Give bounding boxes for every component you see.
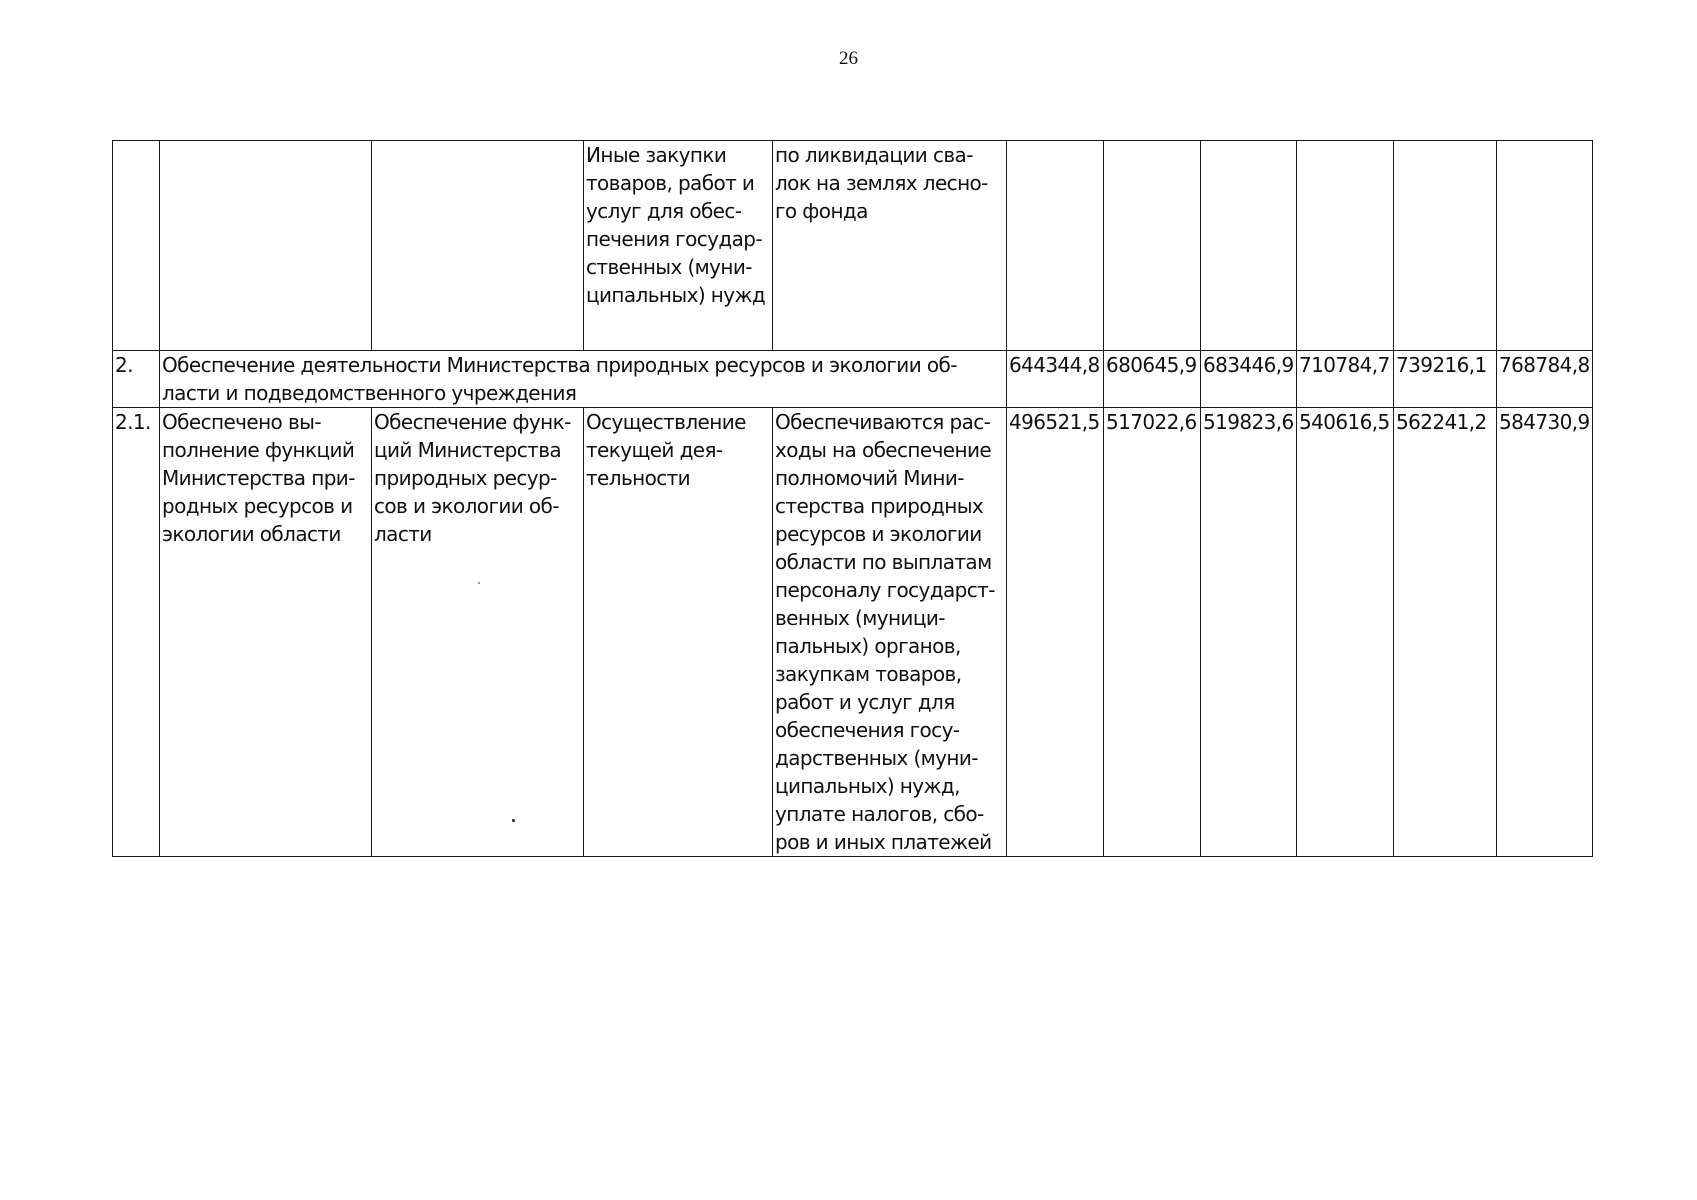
table-row (113, 141, 1593, 351)
value-cell: 710784,7 (1297, 351, 1394, 408)
value-cell: 584730,9 (1497, 408, 1593, 857)
goal-cell: Обеспечено вы- полнение функций Министерства при- родных ресурсов и экологии области (160, 408, 372, 857)
value-cell (1394, 141, 1497, 351)
row-number-cell (113, 141, 160, 351)
task-cell: Обеспечение функ- ций Министерства природных ресур- сов и экологии об- ласти (372, 408, 584, 857)
value-cell: 517022,6 (1104, 408, 1201, 857)
task-cell (372, 141, 584, 351)
table-row (113, 408, 1593, 857)
value-cell: 519823,6 (1201, 408, 1297, 857)
value-cell (1007, 141, 1104, 351)
row-number-cell: 2. (113, 351, 160, 408)
description-cell: по ликвидации сва- лок на землях лесно- го фонда (773, 141, 1007, 351)
value-cell (1297, 141, 1394, 351)
section-title-cell: Обеспечение деятельности Министерства природных ресурсов и экологии об- ласти и подведомственного учреждения (160, 351, 1007, 408)
description-cell: Обеспечиваются рас- ходы на обеспечение полномочий Мини- стерства природных ресурсов и экологии области по выплатам персоналу государст- венных (муници- пальных) органов, закупкам товаров, работ и услуг для обеспечения госу- дарственных (муни- ципальных) нужд, уплате налогов, сбо- ров и иных платежей (773, 408, 1007, 857)
row-number-cell: 2.1. (113, 408, 160, 857)
value-cell (1104, 141, 1201, 351)
table-row (113, 351, 1593, 408)
scan-speck (478, 582, 480, 584)
goal-cell (160, 141, 372, 351)
value-cell: 562241,2 (1394, 408, 1497, 857)
page-number: 26 (839, 48, 858, 69)
value-cell (1201, 141, 1297, 351)
activity-cell: Осуществление текущей дея- тельности (584, 408, 773, 857)
value-cell: 739216,1 (1394, 351, 1497, 408)
activity-cell: Иные закупки товаров, работ и услуг для обес- печения государ- ственных (муни- ципальных) нужд (584, 141, 773, 351)
value-cell: 540616,5 (1297, 408, 1394, 857)
value-cell: 683446,9 (1201, 351, 1297, 408)
value-cell (1497, 141, 1593, 351)
value-cell: 680645,9 (1104, 351, 1201, 408)
scan-speck (512, 819, 515, 822)
value-cell: 644344,8 (1007, 351, 1104, 408)
program-table (112, 140, 1593, 857)
value-cell: 496521,5 (1007, 408, 1104, 857)
value-cell: 768784,8 (1497, 351, 1593, 408)
